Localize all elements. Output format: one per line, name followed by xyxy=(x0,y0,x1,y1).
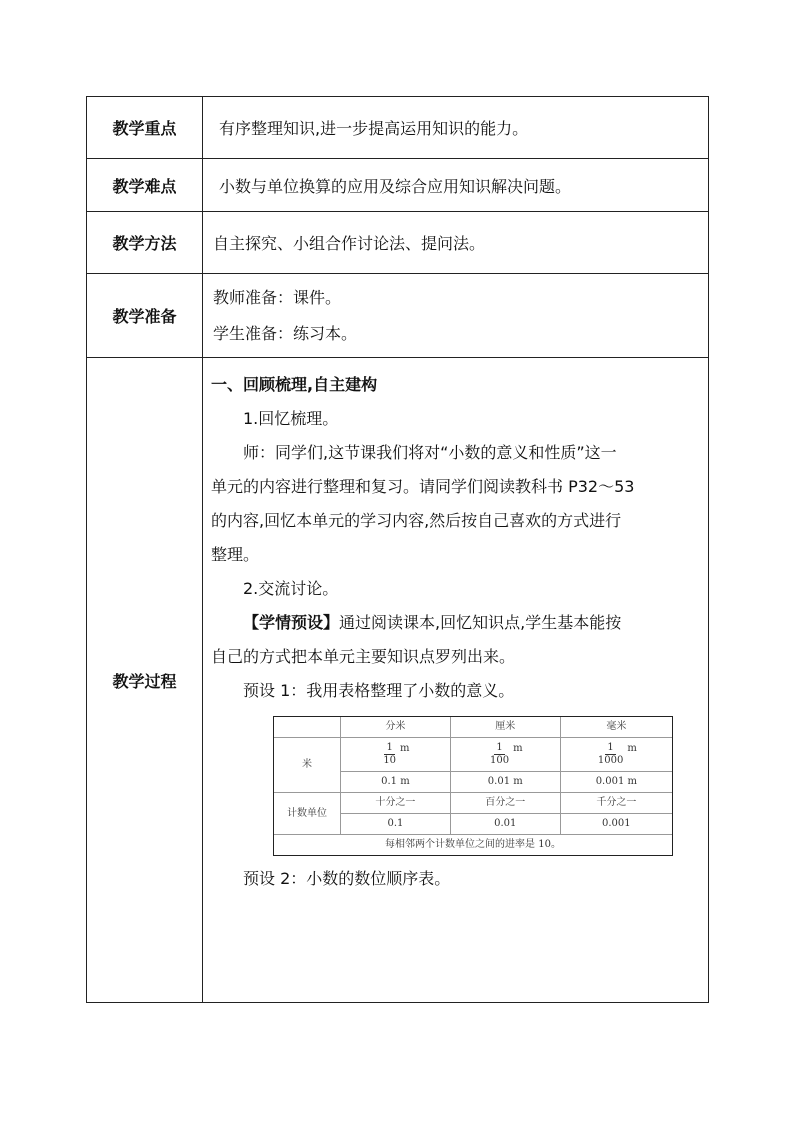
preview-tag: 【学情预设】 xyxy=(243,613,340,632)
content-difficulties xyxy=(203,159,709,212)
inner-footer-row xyxy=(274,835,672,856)
content-methods: 自主探究、小组合作讨论法、提问法。 xyxy=(203,212,709,274)
unit-value-thousandth: 0.001 xyxy=(560,814,672,835)
teacher-prep: 教师准备：课件。 xyxy=(213,287,342,307)
unit-name-thousandth: 千分之一 xyxy=(560,793,672,814)
preset-2: 预设 2：小数的数位顺序表。 xyxy=(243,869,451,888)
header-millimeter: 毫米 xyxy=(560,717,672,738)
label-key-points: 教学重点 xyxy=(87,97,203,159)
fraction-unit: m xyxy=(400,743,410,754)
content-preparation xyxy=(203,274,709,358)
row-label-counting-units: 计数单位 xyxy=(274,793,341,835)
teacher-line-3: 的内容,回忆本单元的学习内容,然后按自己喜欢的方式进行 xyxy=(211,511,622,530)
content-difficulties-text: 小数与单位换算的应用及综合应用知识解决问题。 xyxy=(219,176,572,196)
decimal-meaning-table-wrap xyxy=(273,716,673,856)
decimal-decimeter: 0.1 m xyxy=(341,772,451,793)
teacher-line-4: 整理。 xyxy=(211,545,260,564)
unit-value-hundredth: 0.01 xyxy=(450,814,560,835)
fraction-num: 1 xyxy=(386,742,393,753)
inner-header-row xyxy=(274,717,672,738)
content-key-points-text: 有序整理知识,进一步提高运用知识的能力。 xyxy=(219,119,529,138)
unit-name-row xyxy=(274,793,672,814)
content-process xyxy=(203,358,709,1003)
unit-name-hundredth: 百分之一 xyxy=(450,793,560,814)
fraction-centimeter xyxy=(450,738,560,772)
fraction xyxy=(596,742,625,767)
teacher-line-1: 师：同学们,这节课我们将对“小数的意义和性质”这一 xyxy=(243,443,617,462)
row-preparation xyxy=(87,274,709,358)
fraction-millimeter xyxy=(560,738,672,772)
inner-corner xyxy=(274,717,341,738)
preset-1: 预设 1：我用表格整理了小数的意义。 xyxy=(243,681,515,700)
row-label-meter: 米 xyxy=(274,738,341,793)
fraction-row xyxy=(274,738,672,772)
label-preparation: 教学准备 xyxy=(87,274,203,358)
fraction-decimeter xyxy=(341,738,451,772)
fraction xyxy=(381,742,398,767)
fraction-unit: m xyxy=(513,743,523,754)
label-methods: 教学方法 xyxy=(87,212,203,274)
inner-footer: 每相邻两个计数单位之间的进率是 10。 xyxy=(274,835,672,856)
label-process: 教学过程 xyxy=(87,358,203,1003)
decimal-meaning-table xyxy=(274,717,672,855)
row-key-points xyxy=(87,97,709,159)
unit-name-tenth: 十分之一 xyxy=(341,793,451,814)
decimal-millimeter: 0.001 m xyxy=(560,772,672,793)
header-centimeter: 厘米 xyxy=(450,717,560,738)
unit-value-tenth: 0.1 xyxy=(341,814,451,835)
header-decimeter: 分米 xyxy=(341,717,451,738)
content-key-points xyxy=(203,97,709,159)
teacher-line-2: 单元的内容进行整理和复习。请同学们阅读教科书 P32～53 xyxy=(211,477,635,496)
step-1: 1.回忆梳理。 xyxy=(243,409,339,428)
fraction-num: 1 xyxy=(607,742,614,753)
student-prep: 学生准备：练习本。 xyxy=(213,323,358,343)
preview-text-1: 通过阅读课本,回忆知识点,学生基本能按 xyxy=(339,613,622,632)
preview-line-2: 自己的方式把本单元主要知识点罗列出来。 xyxy=(211,647,516,666)
fraction xyxy=(488,742,511,767)
fraction-den: 100 xyxy=(489,755,510,766)
fraction-num: 1 xyxy=(496,742,503,753)
row-process xyxy=(87,358,709,1003)
fraction-unit: m xyxy=(627,743,637,754)
decimal-centimeter: 0.01 m xyxy=(450,772,560,793)
lesson-plan-table xyxy=(86,96,709,1003)
section-heading: 一、回顾梳理,自主建构 xyxy=(211,375,378,394)
row-methods xyxy=(87,212,709,274)
step-2: 2.交流讨论。 xyxy=(243,579,339,598)
label-difficulties: 教学难点 xyxy=(87,159,203,212)
preview-line-1 xyxy=(211,606,700,640)
fraction-den: 1000 xyxy=(597,755,624,766)
row-difficulties xyxy=(87,159,709,212)
fraction-den: 10 xyxy=(383,755,397,766)
